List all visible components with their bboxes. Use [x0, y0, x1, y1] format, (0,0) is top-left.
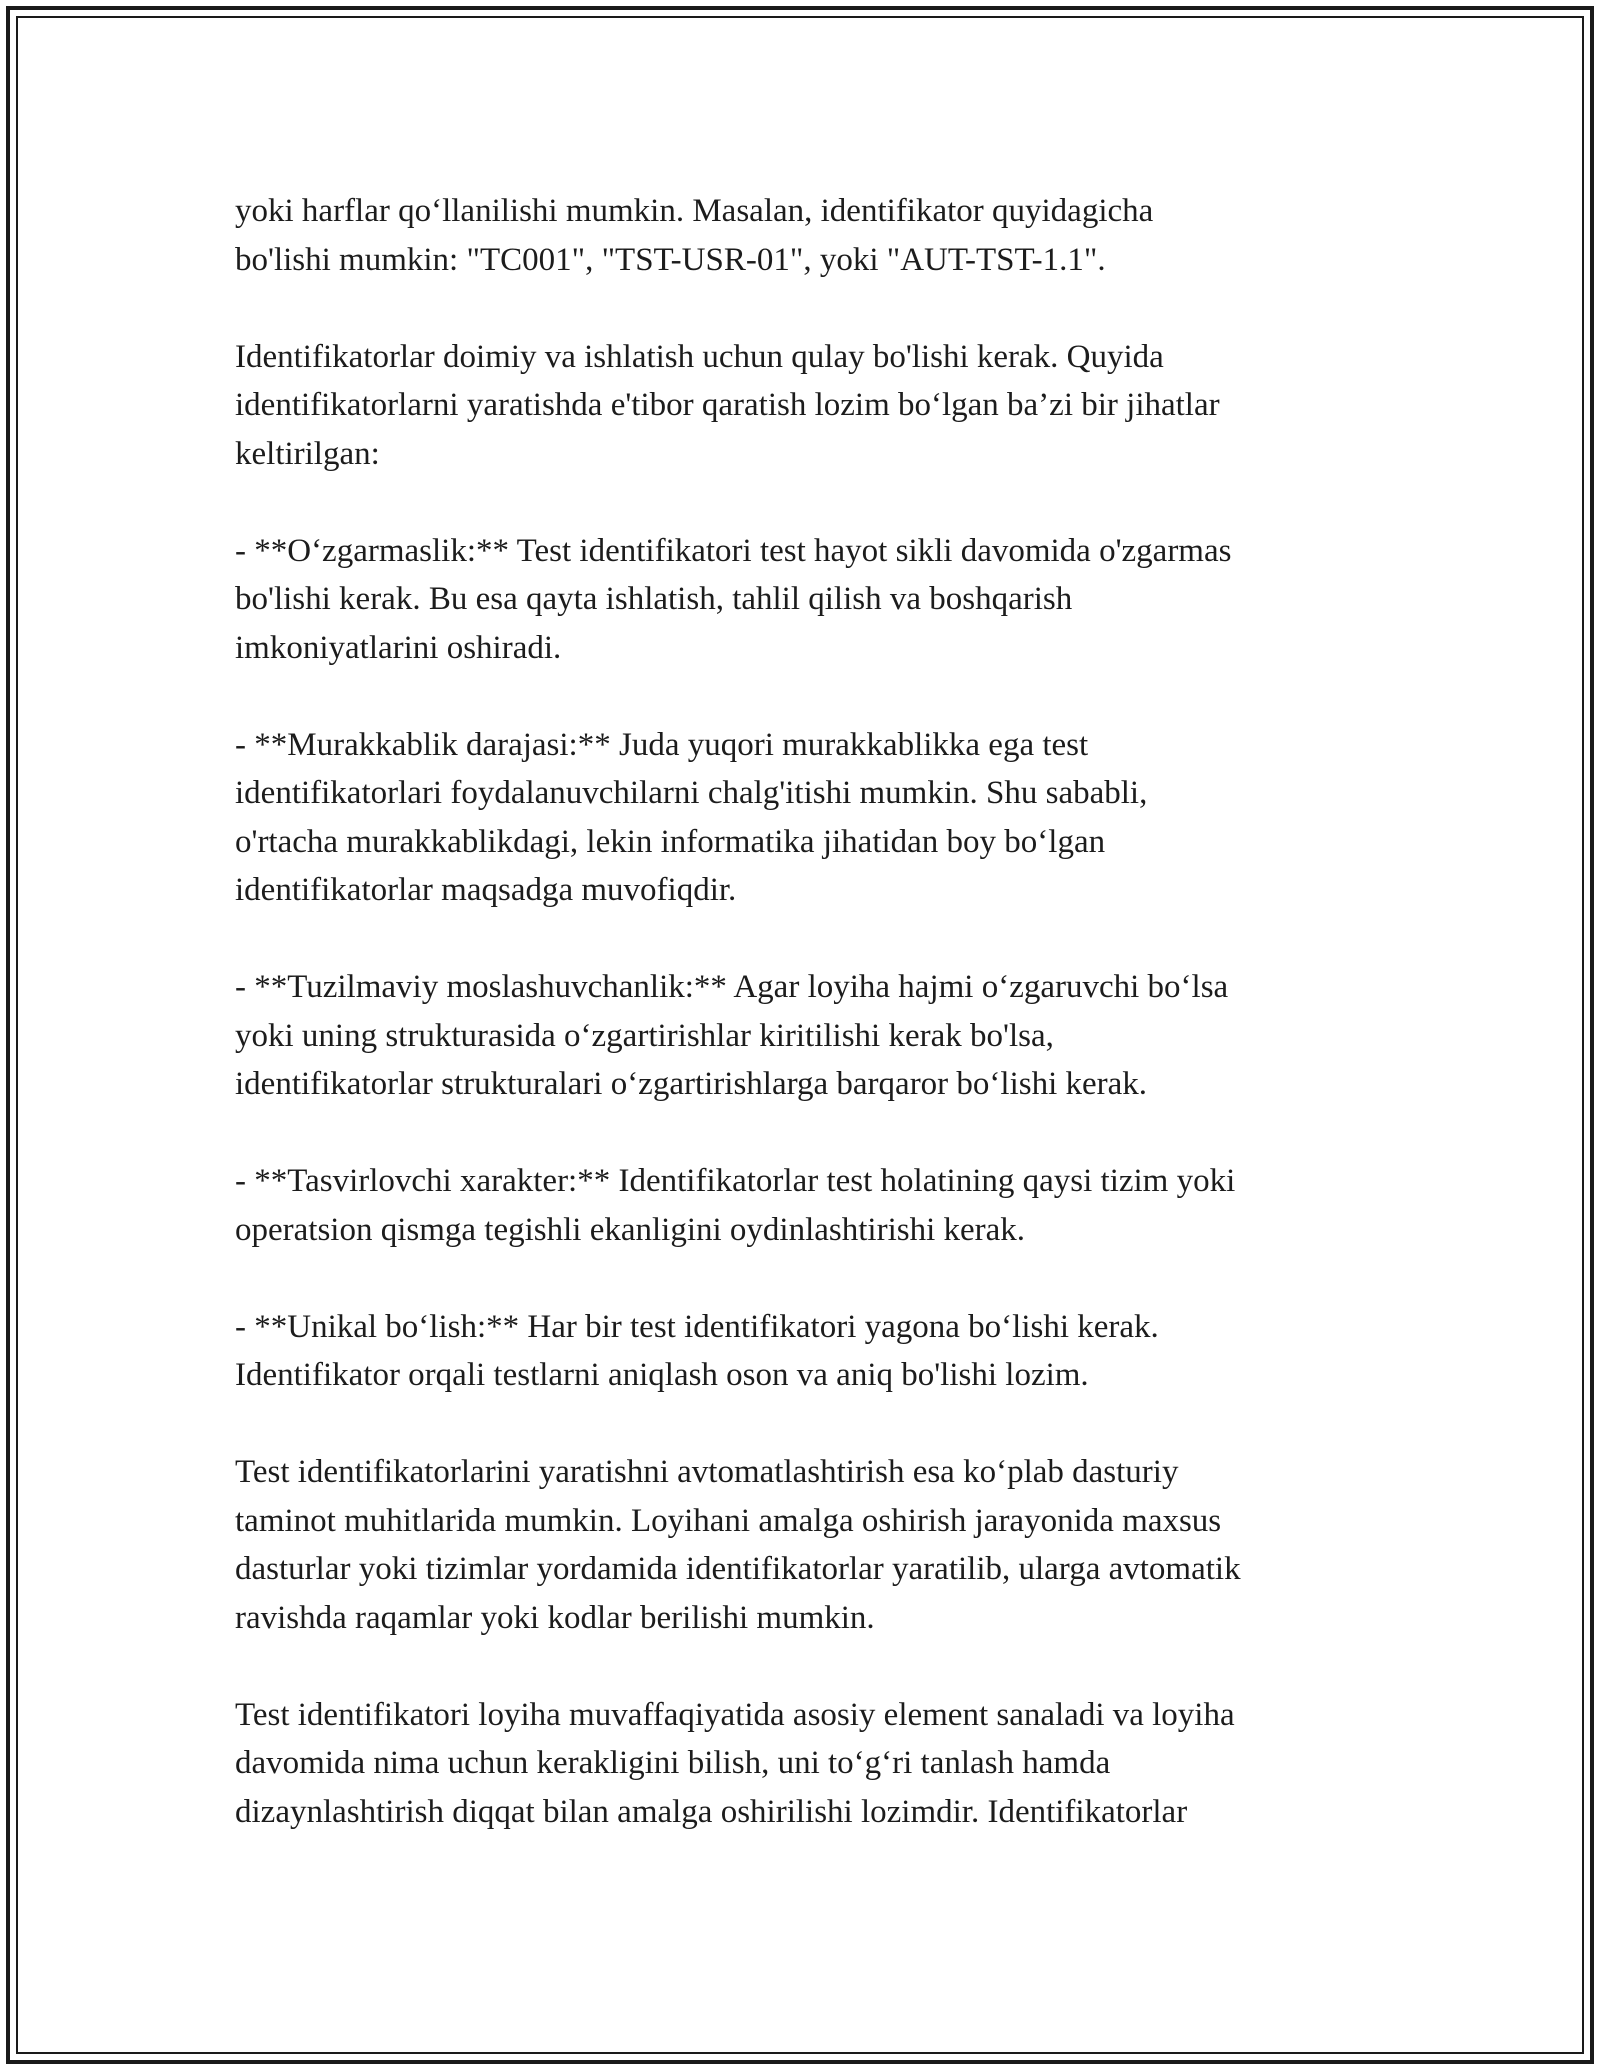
text-line: - **Tasvirlovchi xarakter:** Identifikatorlar test holatining qaysi tizim yoki [235, 1163, 1236, 1199]
text-line: Identifikatorlar doimiy va ishlatish uchun qulay bo'lishi kerak. Quyida [235, 338, 1164, 375]
paragraph-automation [235, 1448, 1375, 1642]
paragraph-identifier-examples [235, 187, 1375, 284]
text-line: imkoniyatlarini oshiradi. [235, 629, 562, 666]
text-line: taminot muhitlarida mumkin. Loyihani amalga oshirish jarayonida maxsus [235, 1502, 1222, 1539]
list-item-uniqueness [235, 1303, 1375, 1400]
text-line: keltirilgan: [235, 435, 380, 472]
text-line: o'rtacha murakkablikdagi, lekin informatika jihatidan boy bo‘lgan [235, 823, 1106, 860]
list-item-complexity [235, 721, 1375, 915]
text-line: - **Murakkablik darajasi:** Juda yuqori murakkablikka ega test [235, 726, 1089, 763]
list-item-flexibility [235, 963, 1375, 1109]
text-line: dizaynlashtirish diqqat bilan amalga oshirilishi lozimdir. Identifikatorlar [235, 1793, 1188, 1830]
text-line: yoki uning strukturasida o‘zgartirishlar kiritilishi kerak bo'lsa, [235, 1017, 1054, 1054]
text-line: identifikatorlarni yaratishda e'tibor qaratish lozim bo‘lgan ba’zi bir jihatlar [235, 387, 1220, 423]
text-line: identifikatorlari foydalanuvchilarni chalg'itishi mumkin. Shu sababli, [235, 775, 1148, 811]
text-line: - **Unikal bo‘lish:** Har bir test identifikatori yagona bo‘lishi kerak. [235, 1308, 1159, 1345]
text-line: identifikatorlar maqsadga muvofiqdir. [235, 872, 737, 908]
text-line: operatsion qismga tegishli ekanligini oydinlashtirishi kerak. [235, 1211, 1026, 1248]
text-line: yoki harflar qo‘llanilishi mumkin. Masalan, identifikator quyidagicha [235, 193, 1154, 229]
text-line: Test identifikatori loyiha muvaffaqiyatida asosiy element sanaladi va loyiha [235, 1696, 1235, 1733]
text-line: dasturlar yoki tizimlar yordamida identifikatorlar yaratilib, ularga avtomatik [235, 1551, 1241, 1587]
text-line: ravishda raqamlar yoki kodlar berilishi mumkin. [235, 1599, 875, 1636]
text-line: bo'lishi mumkin: "TC001", "TST-USR-01", yoki "AUT-TST-1.1". [235, 241, 1106, 278]
text-line: Identifikator orqali testlarni aniqlash oson va aniq bo'lishi lozim. [235, 1357, 1089, 1393]
list-item-immutability [235, 527, 1375, 673]
paragraph-intro-aspects [235, 333, 1375, 479]
document-body [235, 187, 1375, 1885]
text-line: bo'lishi kerak. Bu esa qayta ishlatish, tahlil qilish va boshqarish [235, 581, 1073, 617]
text-line: - **O‘zgarmaslik:** Test identifikatori test hayot sikli davomida o'zgarmas [235, 532, 1232, 569]
text-line: identifikatorlar strukturalari o‘zgartirishlarga barqaror bo‘lishi kerak. [235, 1066, 1148, 1102]
list-item-descriptive [235, 1157, 1375, 1254]
paragraph-conclusion [235, 1691, 1375, 1837]
text-line: - **Tuzilmaviy moslashuvchanlik:** Agar loyiha hajmi o‘zgaruvchi bo‘lsa [235, 969, 1229, 1005]
text-line: davomida nima uchun kerakligini bilish, uni to‘g‘ri tanlash hamda [235, 1745, 1111, 1781]
text-line: Test identifikatorlarini yaratishni avtomatlashtirish esa ko‘plab dasturiy [235, 1454, 1179, 1490]
